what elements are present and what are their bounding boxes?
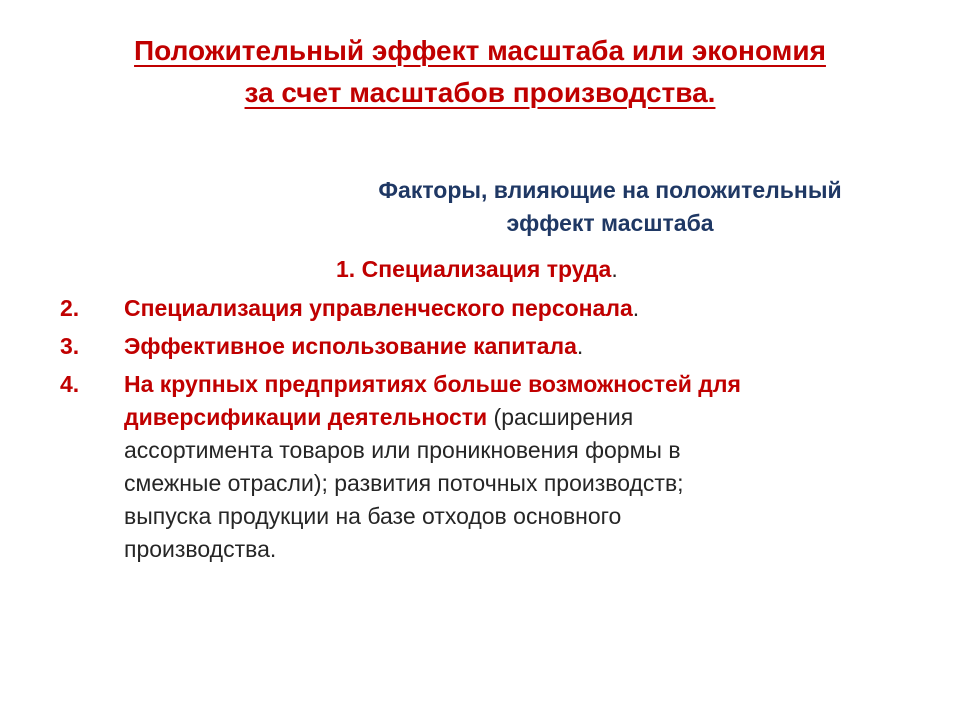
factor-tail-1: . (611, 256, 618, 282)
factor-number-2: 2. (60, 295, 80, 321)
factor-4-line-6: производства. (124, 536, 277, 562)
factor-number-1: 1. (336, 256, 356, 282)
factors-subtitle-line-2: эффект масштаба (506, 210, 714, 236)
factor-4-line-1: На крупных предприятиях больше возможностей для (124, 371, 741, 397)
factor-list (60, 292, 920, 571)
factor-number-3: 3. (60, 333, 80, 359)
factor-4-plain-2: (расширения (487, 404, 634, 430)
slide-title (0, 30, 960, 114)
factor-item-1 (336, 254, 618, 284)
factor-4-line-5: выпуска продукции на базе отходов основного (124, 503, 622, 529)
factor-tail-3: . (576, 333, 584, 359)
factor-4-line-4: смежные отрасли); развития поточных производств; (124, 470, 684, 496)
factor-item-2 (60, 292, 920, 325)
slide-title-line-2: за счет масштабов производства. (244, 77, 716, 108)
factor-tail-2: . (632, 295, 640, 321)
factor-4-bold-2: диверсификации деятельности (124, 404, 488, 430)
factor-text-2: Специализация управленческого персонала (124, 295, 633, 321)
factors-subtitle-line-1: Факторы, влияющие на положительный (378, 177, 842, 203)
factor-item-4 (60, 368, 920, 566)
factor-4-line-2 (124, 401, 920, 434)
factor-text-3: Эффективное использование капитала (124, 333, 577, 359)
factors-subtitle (300, 174, 920, 240)
factor-text-1: Специализация труда (361, 256, 612, 282)
factor-item-3 (60, 330, 920, 363)
slide-title-line-1: Положительный эффект масштаба или экономия (134, 35, 826, 66)
factor-number-4: 4. (60, 371, 80, 397)
factor-text-4 (124, 368, 920, 566)
factor-4-line-3: ассортимента товаров или проникновения формы в (124, 437, 681, 463)
